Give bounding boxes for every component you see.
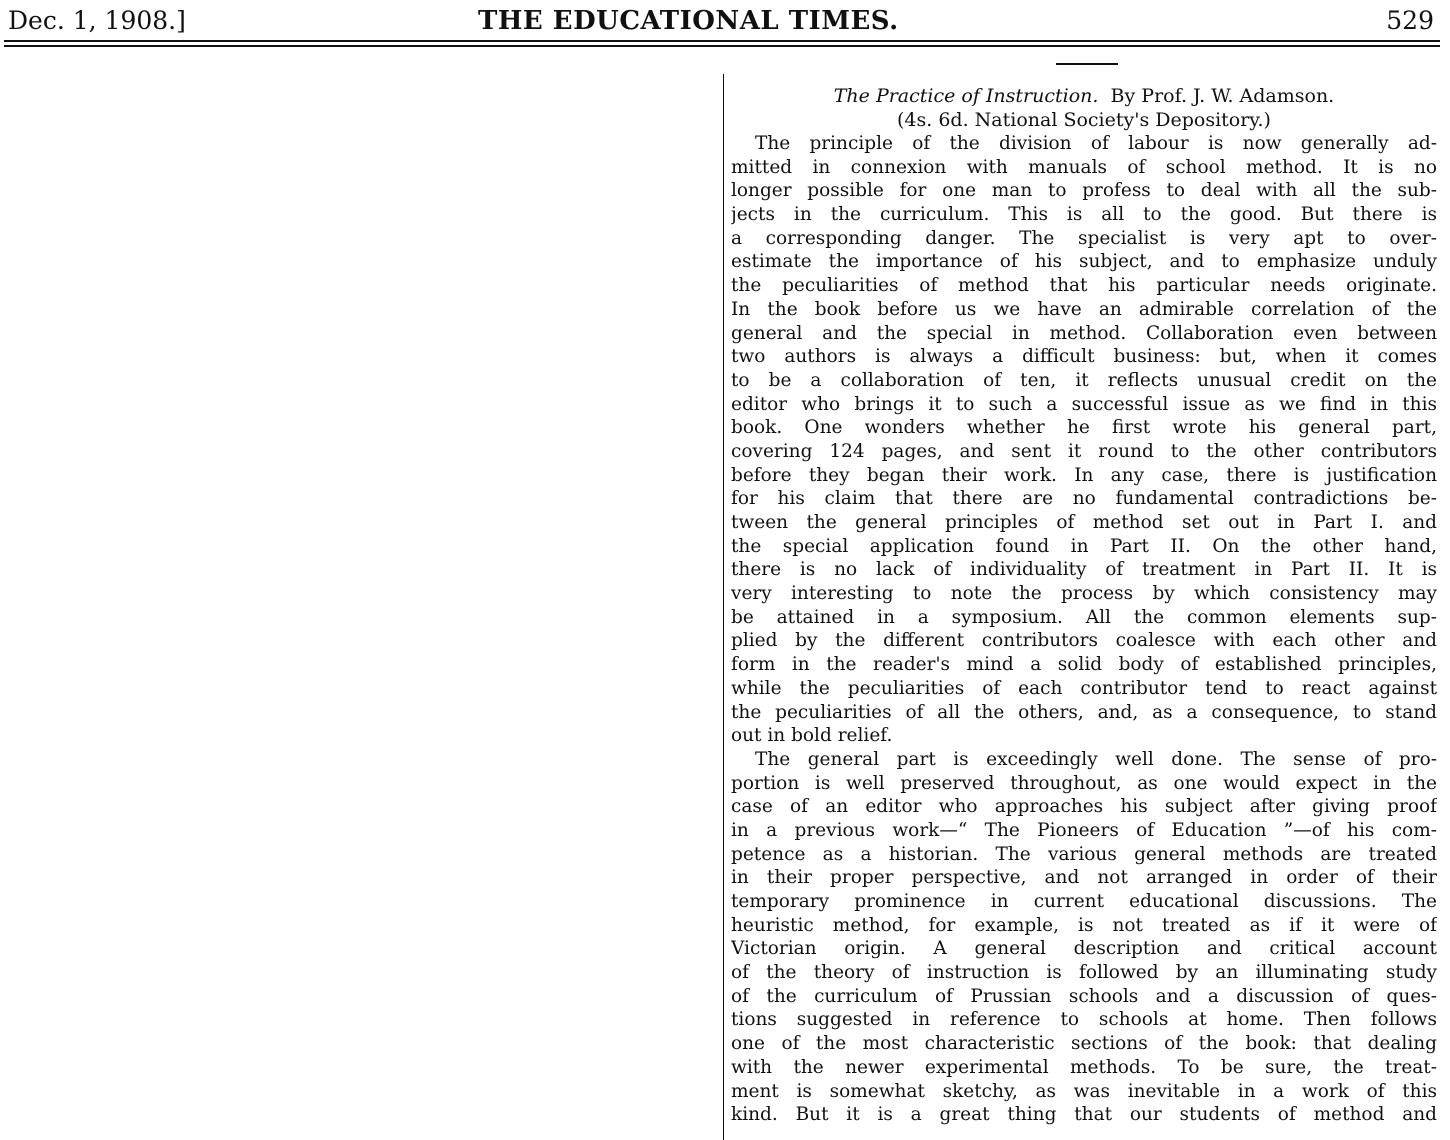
text-line: in their proper perspective, and not arranged in order of their [731,867,1437,889]
text-line: The general part is exceedingly well done. The sense of pro- [755,748,1437,770]
text-line: very interesting to note the process by which consistency may [731,583,1437,605]
text-line: for his claim that there are no fundamental contradictions be- [731,488,1437,510]
text-line: mitted in connexion with manuals of school method. It is no [731,156,1437,178]
text-line: The principle of the division of labour is now generally ad- [755,133,1437,154]
text-line: Victorian origin. A general description and critical account [731,938,1437,960]
text-line: jects in the curriculum. This is all to the good. But there is [731,204,1437,226]
text-line: form in the reader's mind a solid body of established principles, [731,654,1437,676]
text-line: before they began their work. In any case, there is justification [731,464,1437,486]
header-rule-bottom [4,45,1440,47]
text-line: estimate the importance of his subject, and to emphasize unduly [731,251,1437,273]
header-rule-top [4,40,1440,42]
section-separator-rule [1056,63,1118,65]
text-line: editor who brings it to such a successful issue as we find in this [731,393,1437,415]
text-line: while the peculiarities of each contributor tend to react against [731,677,1437,699]
text-line: plied by the different contributors coalesce with each other and [731,630,1437,652]
text-line: the peculiarities of method that his particular needs originate. [731,275,1437,297]
text-line: in a previous work—“ The Pioneers of Education ”—of his com- [731,819,1437,841]
book-author: By Prof. J. W. Adamson. [1110,85,1335,107]
text-line: to be a collaboration of ten, it reflects unusual credit on the [731,369,1437,391]
text-line: longer possible for one man to profess to deal with all the sub- [731,180,1437,202]
text-line: of the theory of instruction is followed by an illuminating study [731,962,1437,984]
book-publication-info: (4s. 6d. National Society's Depository.) [897,109,1271,131]
text-line: one of the most characteristic sections of the book: that dealing [731,1033,1437,1055]
text-line: heuristic method, for example, is not treated as if it were of [731,914,1437,936]
text-line: tions suggested in reference to schools at home. Then follows [731,1009,1437,1031]
publication-title: THE EDUCATIONAL TIMES. [478,6,899,36]
text-line: out in bold relief. [731,725,893,747]
review-heading [731,84,1437,108]
page-header [0,0,1450,50]
text-line: ment is somewhat sketchy, as was inevitable in a work of this [731,1080,1437,1102]
text-line: general and the special in method. Collaboration even between [731,322,1437,344]
column-divider [723,74,724,1140]
text-line: portion is well preserved throughout, as one would expect in the [731,772,1437,794]
text-line: covering 124 pages, and sent it round to the other contributors [731,440,1437,462]
text-line: book. One wonders whether he first wrote his general part, [731,417,1437,439]
text-line: tween the general principles of method set out in Part I. and [731,512,1437,533]
page-number: 529 [1386,6,1434,35]
text-line: be attained in a symposium. All the common elements sup- [731,606,1437,628]
text-line: the special application found in Part II. On the other hand, [731,535,1437,557]
text-line: kind. But it is a great thing that our students of method and [731,1104,1437,1126]
text-line: temporary prominence in current educational discussions. The [731,891,1437,912]
issue-date: Dec. 1, 1908.] [8,6,186,35]
book-title: The Practice of Instruction. [833,85,1099,107]
text-line: case of an editor who approaches his subject after giving proof [731,796,1437,818]
text-line: In the book before us we have an admirable correlation of the [731,298,1437,320]
text-line: two authors is always a difficult business: but, when it comes [731,346,1437,368]
text-line: petence as a historian. The various general methods are treated [731,843,1437,865]
text-line: with the newer experimental methods. To be sure, the treat- [731,1056,1437,1078]
text-line: the peculiarities of all the others, and, as a consequence, to stand [731,701,1437,723]
review-body [731,132,1437,1127]
text-line: there is no lack of individuality of treatment in Part II. It is [731,559,1437,581]
review-column [731,84,1437,1127]
text-line: of the curriculum of Prussian schools and a discussion of ques- [731,985,1437,1007]
text-line: a corresponding danger. The specialist is very apt to over- [731,227,1437,249]
